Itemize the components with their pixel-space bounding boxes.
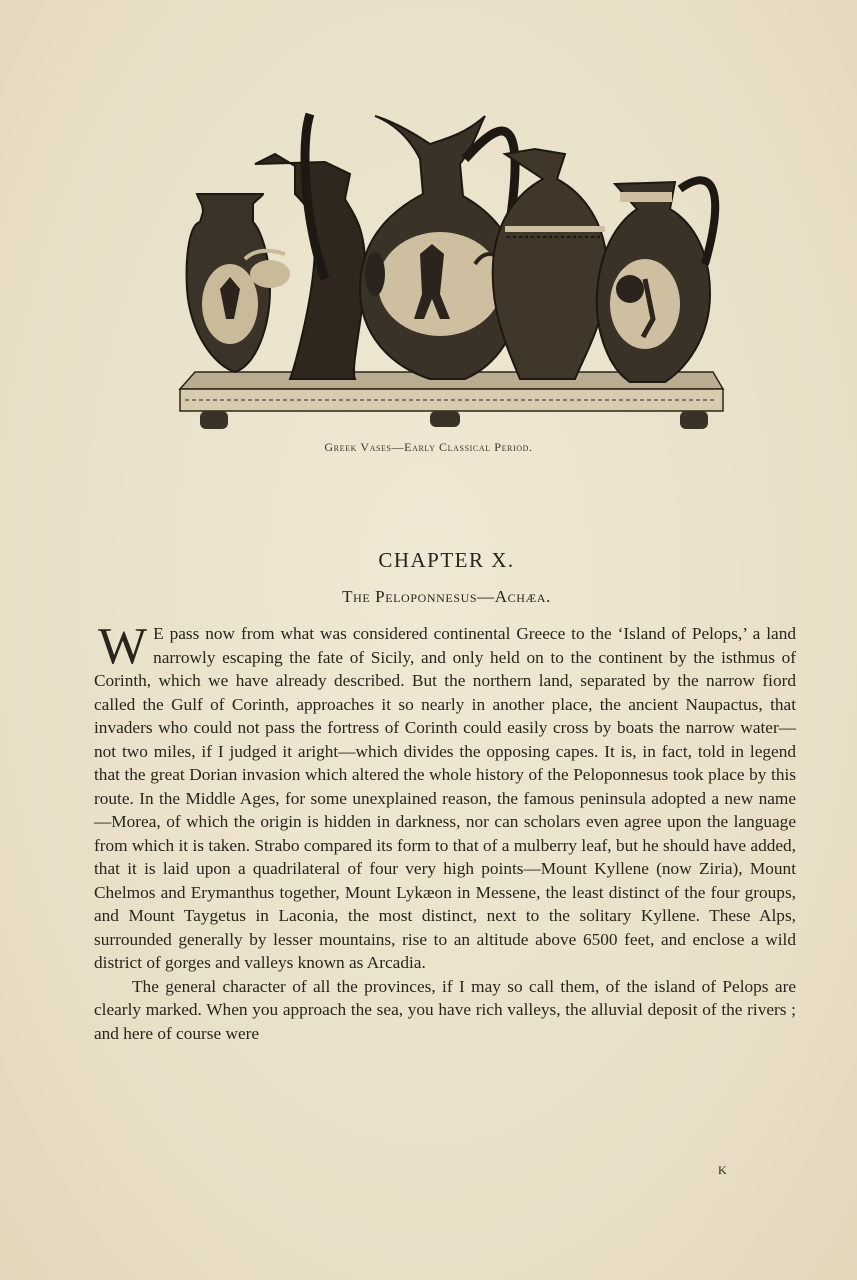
greek-vases-engraving [175, 104, 730, 436]
signature-mark: K [718, 1163, 728, 1177]
paragraph-1-text: E pass now from what was considered continental Greece to the ‘Island of Pelops,’ a land narrowly escaping the fate of Sicily, and only held on to the continent by the isthmus of Corinth, which we have already described. But the northern land, separated by the narrow fiord called the Gulf of Corinth, approaches it so nearly in another place, the ancient Naupactus, that invaders who could not pass the fortress of Corinth could easily cross by boats the narrow water—not two miles, if I judged it aright—which divides the opposing capes. It is, in fact, told in legend that the great Dorian invasion which altered the whole history of the Peloponnesus took place by this route. In the Middle Ages, for some unexplained reason, the famous peninsula adopted a new name—Morea, of which the origin is hidden in darkness, nor can scholars even agree upon the language from which it is taken. Strabo compared its form to that of a mulberry leaf, but he should have added, that it is laid upon a quadrilateral of four very high points—Mount Kyllene (now Ziria), Mount Chelmos and Erymanthus together, Mount Lykæon in Messene, the least distinct of the four groups, and Mount Taygetus in Laconia, the most distinct, next to the solitary Kyllene. These Alps, surrounded generally by lesser mountains, rise to an altitude above 6500 feet, and enclose a wild district of gorges and valleys known as Arcadia. [94, 624, 796, 972]
chapter-heading: CHAPTER X. [378, 548, 515, 572]
vase-5 [597, 180, 715, 382]
illustration-caption: Greek Vases—Early Classical Period. [324, 440, 533, 454]
chapter-subtitle: The Peloponnesus—Achæa. [342, 587, 551, 606]
drop-cap: W [98, 618, 148, 675]
paragraph-2: The general character of all the provinces, if I may so call them, of the island of Pelops are clearly marked. When you approach the sea, you have rich valleys, the alluvial deposit of the rivers ; and here of course were [94, 976, 796, 1043]
paragraph-1 [94, 618, 796, 975]
body-text [94, 618, 796, 1045]
